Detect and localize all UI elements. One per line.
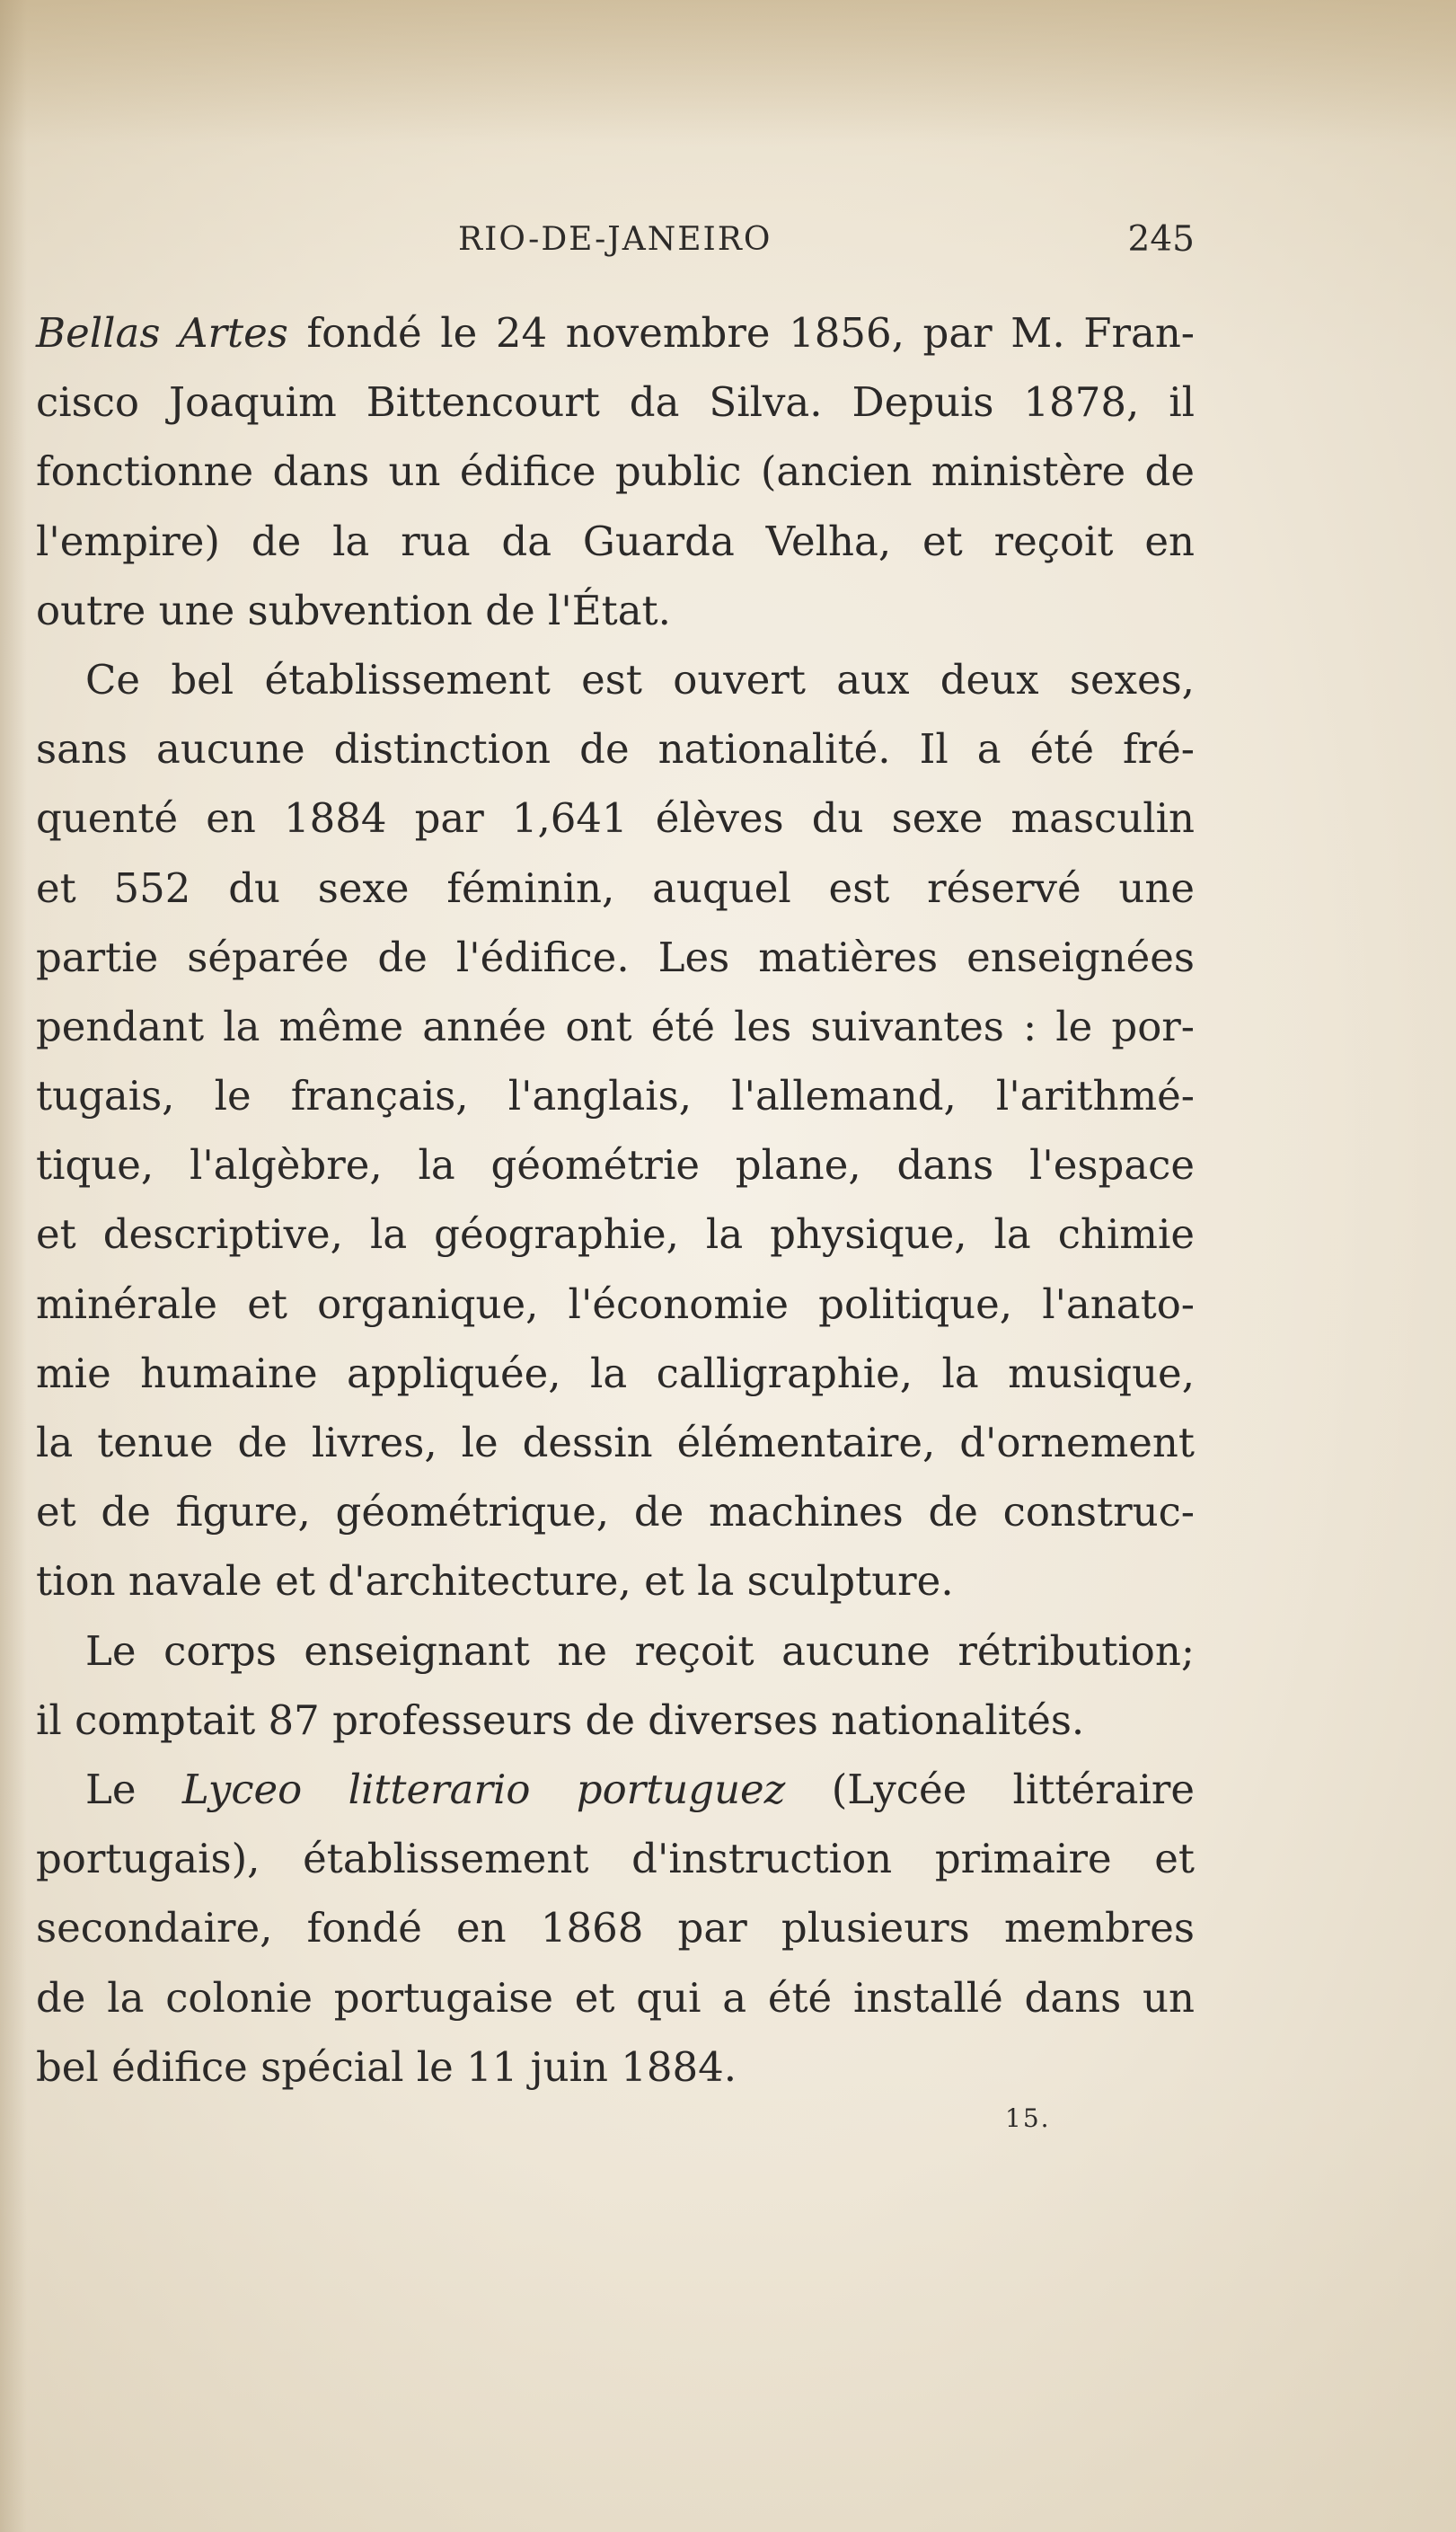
text-line: sans aucune distinction de nationalité. Il a été fré- — [36, 725, 1195, 774]
signature-mark: 15. — [1005, 2103, 1051, 2133]
text-line: tique, l'algèbre, la géométrie plane, dans l'espace — [36, 1141, 1195, 1190]
paragraph-start-line: Le Lyceo litterario portuguez (Lycée littéraire — [85, 1765, 1195, 1813]
running-title: RIO-DE-JANEIRO — [458, 221, 772, 258]
text-line: cisco Joaquim Bittencourt da Silva. Depuis 1878, il — [36, 378, 1195, 427]
text-line: secondaire, fondé en 1868 par plusieurs membres — [36, 1904, 1195, 1952]
paragraph-start-line: Le corps enseignant ne reçoit aucune rétribution; — [85, 1626, 1195, 1675]
text-line: et 552 du sexe féminin, auquel est réservé une — [36, 863, 1195, 912]
body-text — [36, 298, 1195, 2102]
italic-title: Bellas Artes — [36, 309, 288, 357]
text-line: partie séparée de l'édifice. Les matières enseignées — [36, 933, 1195, 981]
text-line: mie humaine appliquée, la calligraphie, la musique, — [36, 1349, 1195, 1397]
text-line: bel édifice spécial le 11 juin 1884. — [36, 2042, 737, 2091]
text-line: portugais), établissement d'instruction primaire et — [36, 1835, 1195, 1883]
gutter-shadow — [0, 0, 27, 2532]
text-line: et de figure, géométrique, de machines de construc- — [36, 1488, 1195, 1536]
paragraph-start-line: Ce bel établissement est ouvert aux deux sexes, — [85, 655, 1195, 704]
text-line: tion navale et d'architecture, et la sculpture. — [36, 1557, 954, 1606]
text-line: minérale et organique, l'économie politique, l'anato- — [36, 1279, 1195, 1328]
text-line: l'empire) de la rua da Guarda Velha, et reçoit en — [36, 517, 1195, 565]
text-line: fonctionne dans un édifice public (ancien ministère de — [36, 447, 1195, 496]
text-line: et descriptive, la géographie, la physique, la chimie — [36, 1210, 1195, 1259]
text-line: il comptait 87 professeurs de diverses nationalités. — [36, 1695, 1085, 1744]
text-line: tugais, le français, l'anglais, l'allemand, l'arithmé- — [36, 1072, 1195, 1120]
page-number: 245 — [1127, 219, 1195, 260]
page-header — [36, 213, 1195, 267]
text-line: Bellas Artes fondé le 24 novembre 1856, par M. Fran- — [36, 309, 1196, 357]
text-line: outre une subvention de l'État. — [36, 586, 671, 634]
text-line: quenté en 1884 par 1,641 élèves du sexe masculin — [36, 794, 1195, 843]
italic-title: Lyceo litterario portuguez — [181, 1765, 786, 1813]
text-line: de la colonie portugaise et qui a été installé dans un — [36, 1973, 1195, 2022]
paper-stain — [0, 0, 1456, 144]
text-line: pendant la même année ont été les suivantes : le por- — [36, 1002, 1195, 1050]
text-line: la tenue de livres, le dessin élémentaire, d'ornement — [36, 1419, 1195, 1466]
